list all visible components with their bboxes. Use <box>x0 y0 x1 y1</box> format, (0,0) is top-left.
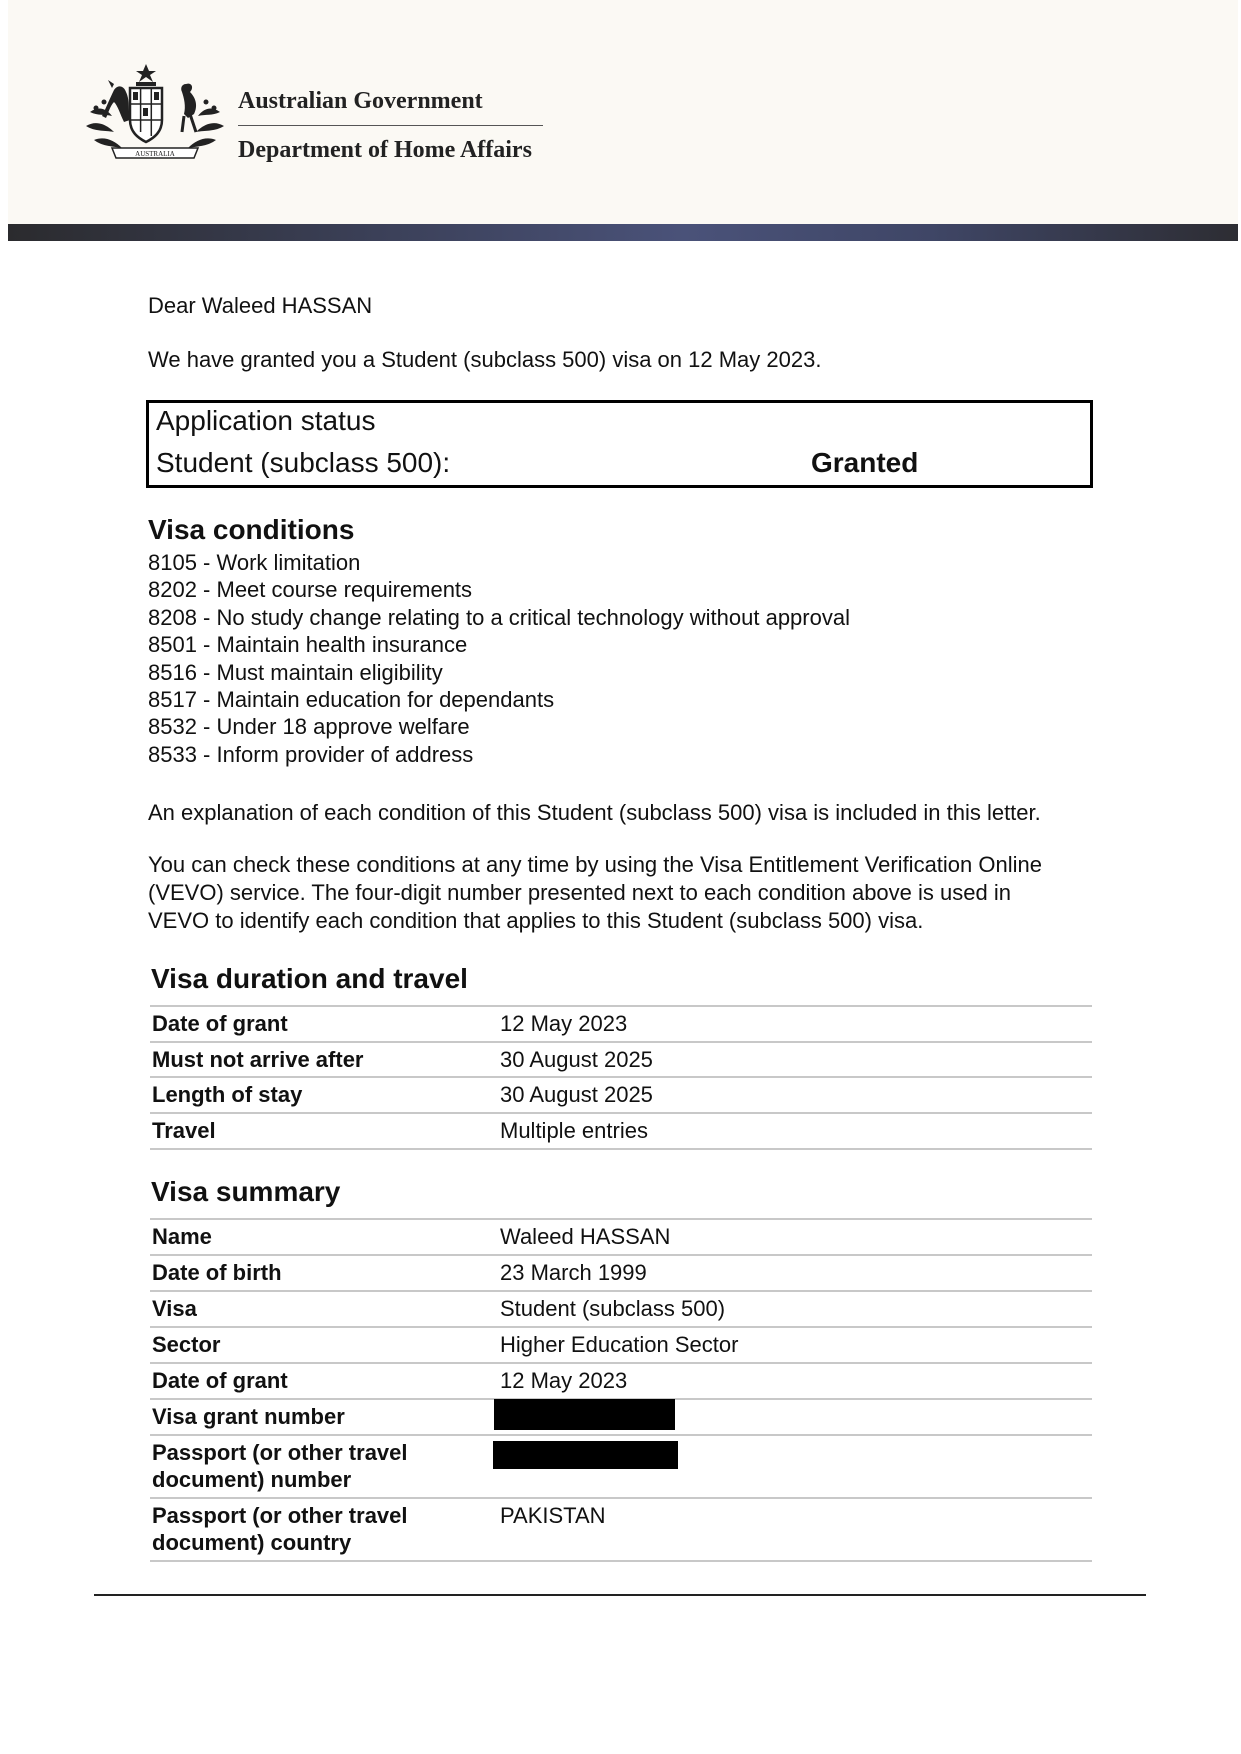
condition-item: 8517 - Maintain education for dependants <box>148 686 555 712</box>
condition-item: 8208 - No study change relating to a critical technology without approval <box>148 604 850 630</box>
letterhead <box>8 0 1238 224</box>
row-key: Visa grant number <box>152 1404 345 1429</box>
table-row <box>150 1220 1092 1256</box>
condition-item: 8533 - Inform provider of address <box>148 741 474 767</box>
header-band <box>8 224 1238 241</box>
table-row <box>150 1043 1092 1078</box>
row-key: Name <box>152 1224 212 1249</box>
svg-text:AUSTRALIA: AUSTRALIA <box>135 150 175 158</box>
row-key: Length of stay <box>152 1082 303 1107</box>
table-row <box>150 1436 1092 1499</box>
letterhead-divider <box>238 125 543 126</box>
row-key: Passport (or other travel document) country <box>152 1503 408 1555</box>
footer-divider <box>94 1594 1146 1596</box>
row-value: Multiple entries <box>500 1118 648 1143</box>
condition-item: 8105 - Work limitation <box>148 550 361 575</box>
government-name: Australian Government <box>238 88 483 114</box>
row-value: 23 March 1999 <box>500 1260 647 1285</box>
table-row <box>150 1078 1092 1114</box>
application-status-value: Granted <box>811 447 919 478</box>
table-row <box>150 1364 1092 1400</box>
visa-conditions-heading: Visa conditions <box>148 514 355 545</box>
table-row <box>150 1256 1092 1292</box>
row-value: 12 May 2023 <box>500 1011 628 1036</box>
redaction-bar <box>493 1441 678 1469</box>
condition-item: 8202 - Meet course requirements <box>148 577 473 603</box>
row-key: Must not arrive after <box>152 1047 364 1072</box>
application-status-label: Student (subclass 500): <box>156 447 451 478</box>
table-row <box>150 1292 1092 1328</box>
vevo-text-line: (VEVO) service. The four-digit number presented next to each condition above is used in <box>148 880 1011 905</box>
row-key: Visa <box>152 1296 197 1321</box>
row-value: 30 August 2025 <box>500 1082 653 1107</box>
row-key: Travel <box>152 1118 216 1143</box>
vevo-text-line: You can check these conditions at any time by using the Visa Entitlement Verification Online <box>148 852 1042 877</box>
table-row <box>150 1499 1092 1562</box>
visa-duration-heading: Visa duration and travel <box>151 963 468 994</box>
condition-item: 8516 - Must maintain eligibility <box>148 659 443 685</box>
visa-duration-table <box>150 1005 1092 1150</box>
salutation: Dear Waleed HASSAN <box>148 293 373 318</box>
row-key: Date of grant <box>152 1011 288 1036</box>
visa-conditions-list <box>148 549 850 768</box>
department-name: Department of Home Affairs <box>238 137 532 163</box>
row-value: PAKISTAN <box>500 1503 606 1528</box>
row-key: Date of birth <box>152 1260 282 1285</box>
row-value: 30 August 2025 <box>500 1047 653 1072</box>
condition-item: 8532 - Under 18 approve welfare <box>148 714 470 740</box>
condition-item: 8501 - Maintain health insurance <box>148 632 468 658</box>
australian-coat-of-arms-icon <box>84 62 226 168</box>
row-key: Sector <box>152 1332 221 1357</box>
conditions-explanation: An explanation of each condition of this Student (subclass 500) visa is included in this letter. <box>148 800 1041 825</box>
grant-intro: We have granted you a Student (subclass 500) visa on 12 May 2023. <box>148 347 822 372</box>
vevo-text-line: VEVO to identify each condition that applies to this Student (subclass 500) visa. <box>148 908 924 933</box>
row-key: Passport (or other travel document) number <box>152 1440 408 1492</box>
table-row <box>150 1328 1092 1364</box>
row-value: Higher Education Sector <box>500 1332 739 1357</box>
row-key: Date of grant <box>152 1368 288 1393</box>
redaction-bar <box>494 1399 675 1430</box>
visa-summary-heading: Visa summary <box>151 1176 341 1207</box>
table-row <box>150 1007 1092 1043</box>
row-value: 12 May 2023 <box>500 1368 628 1393</box>
table-row <box>150 1400 1092 1436</box>
row-value: Student (subclass 500) <box>500 1296 726 1321</box>
visa-summary-table <box>150 1218 1092 1562</box>
application-status-box <box>146 400 1093 488</box>
row-value: Waleed HASSAN <box>500 1224 671 1249</box>
table-row <box>150 1114 1092 1150</box>
application-status-title: Application status <box>156 405 376 436</box>
